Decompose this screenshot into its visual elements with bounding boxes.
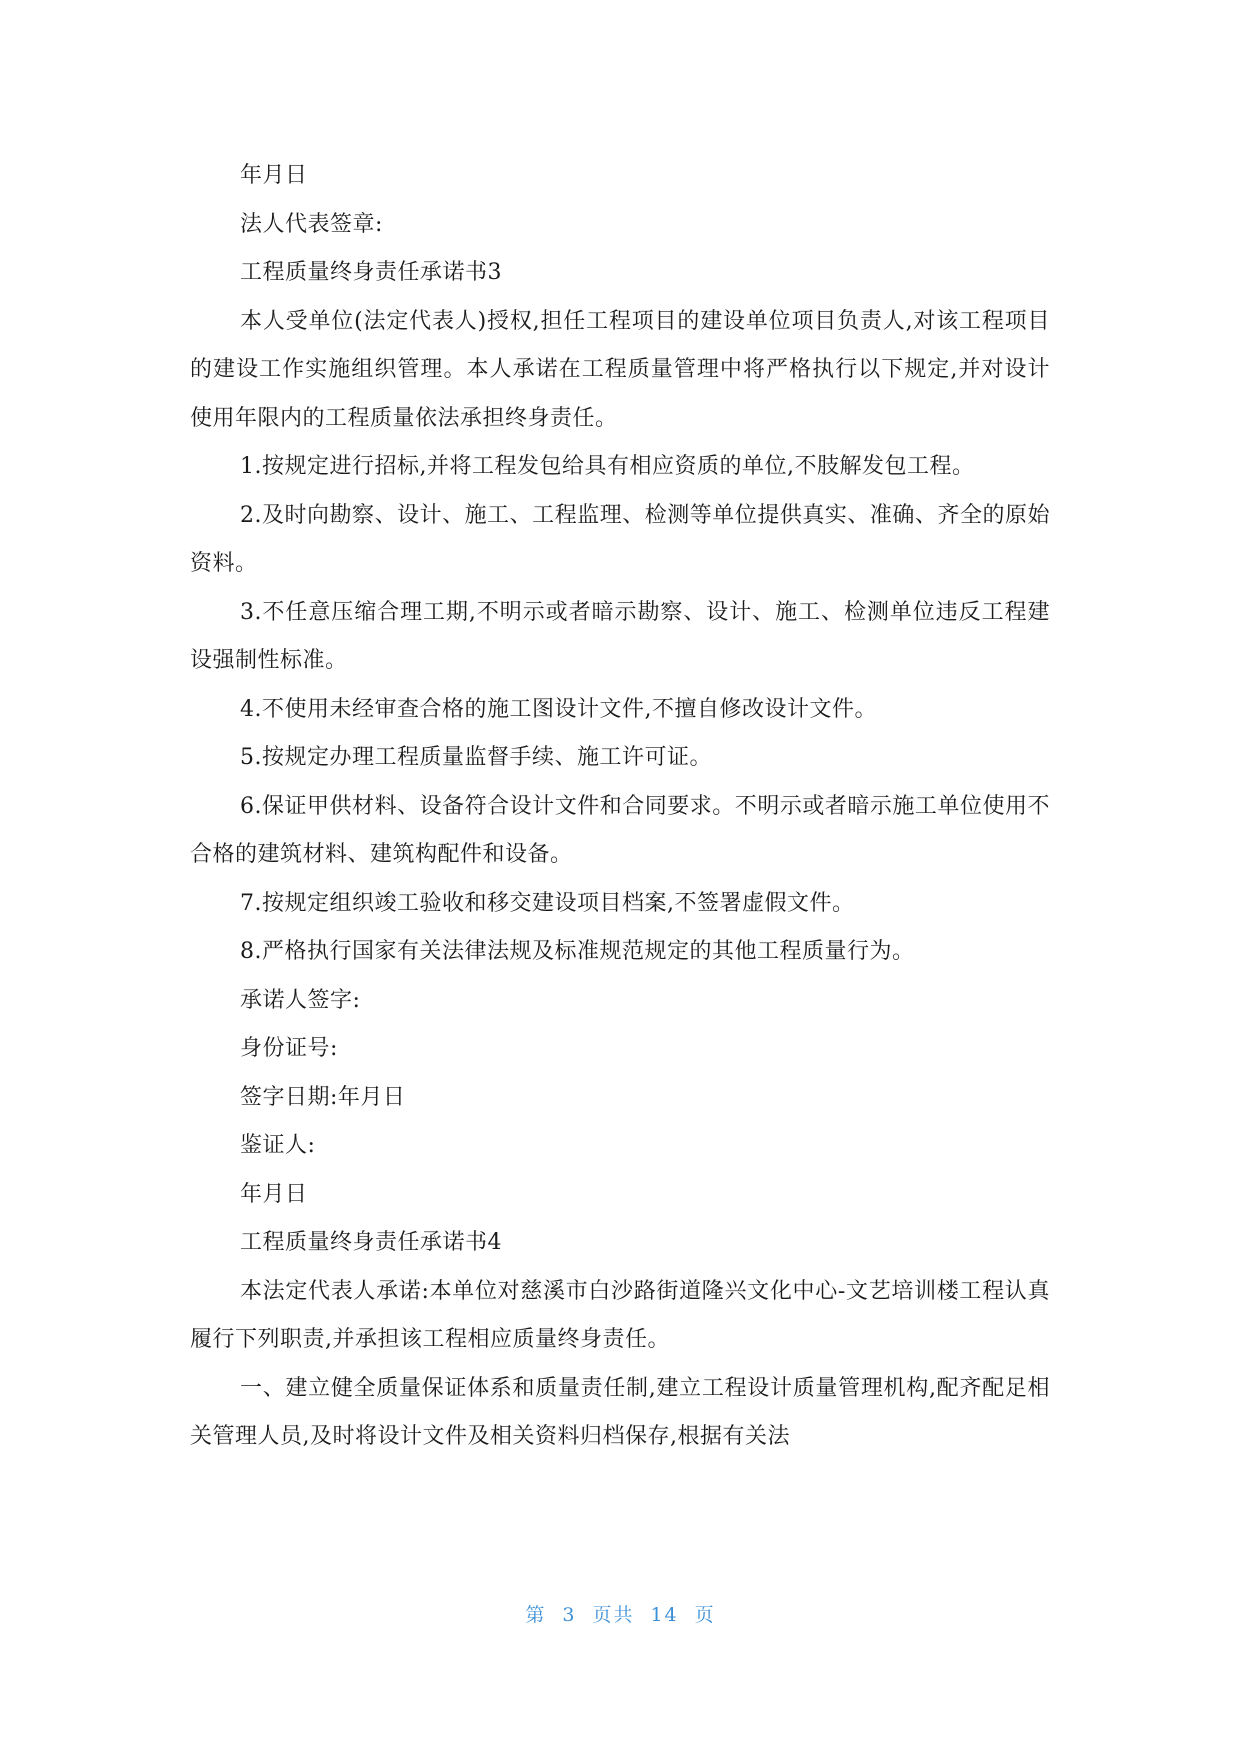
page-footer	[0, 1600, 1241, 1627]
list-item-1: 1.按规定进行招标,并将工程发包给具有相应资质的单位,不肢解发包工程。	[240, 454, 975, 479]
list-item-2: 2.及时向勘察、设计、施工、工程监理、检测等单位提供真实、准确、齐全的原始资料。	[190, 502, 1050, 576]
paragraph-legal-rep-promise: 本法定代表人承诺:本单位对慈溪市白沙路街道隆兴文化中心-文艺培训楼工程认真履行下列职责,并承担该工程相应质量终身责任。	[190, 1278, 1050, 1352]
list-item-8: 8.严格执行国家有关法律法规及标准规范规定的其他工程质量行为。	[240, 939, 915, 964]
list-item-5: 5.按规定办理工程质量监督手续、施工许可证。	[240, 745, 712, 770]
paragraph-date: 年月日	[240, 163, 308, 188]
footer-current-page: 3	[562, 1604, 577, 1626]
list-item-7: 7.按规定组织竣工验收和移交建设项目档案,不签署虚假文件。	[240, 890, 855, 916]
paragraph-item-one: 一、建立健全质量保证体系和质量责任制,建立工程设计质量管理机构,配齐配足相关管理人员,及时将设计文件及相关资料归档保存,根据有关法	[190, 1375, 1050, 1449]
document-body	[190, 152, 1050, 1462]
paragraph-legal-rep-signature: 法人代表签章:	[240, 211, 383, 237]
list-item-3: 3.不任意压缩合理工期,不明示或者暗示勘察、设计、施工、检测单位违反工程建设强制性标准。	[190, 599, 1050, 673]
paragraph-id-number: 身份证号:	[240, 1036, 338, 1061]
paragraph-sign-date: 签字日期:年月日	[240, 1084, 406, 1110]
footer-middle: 页共	[592, 1604, 635, 1626]
section-heading-4: 工程质量终身责任承诺书4	[240, 1230, 502, 1255]
list-item-4: 4.不使用未经审查合格的施工图设计文件,不擅自修改设计文件。	[240, 696, 877, 722]
footer-prefix: 第	[525, 1604, 547, 1626]
paragraph-witness: 鉴证人:	[240, 1133, 316, 1158]
footer-suffix: 页	[694, 1604, 716, 1626]
paragraph-promiser-signature: 承诺人签字:	[240, 987, 361, 1013]
footer-total-pages: 14	[650, 1604, 679, 1626]
paragraph-intro: 本人受单位(法定代表人)授权,担任工程项目的建设单位项目负责人,对该工程项目的建设工作实施组织管理。本人承诺在工程质量管理中将严格执行以下规定,并对设计使用年限内的工程质量依法承担终身责任。	[190, 308, 1050, 431]
section-heading-3: 工程质量终身责任承诺书3	[240, 260, 502, 285]
list-item-6: 6.保证甲供材料、设备符合设计文件和合同要求。不明示或者暗示施工单位使用不合格的建筑材料、建筑构配件和设备。	[190, 793, 1050, 867]
paragraph-date-2: 年月日	[240, 1181, 308, 1207]
